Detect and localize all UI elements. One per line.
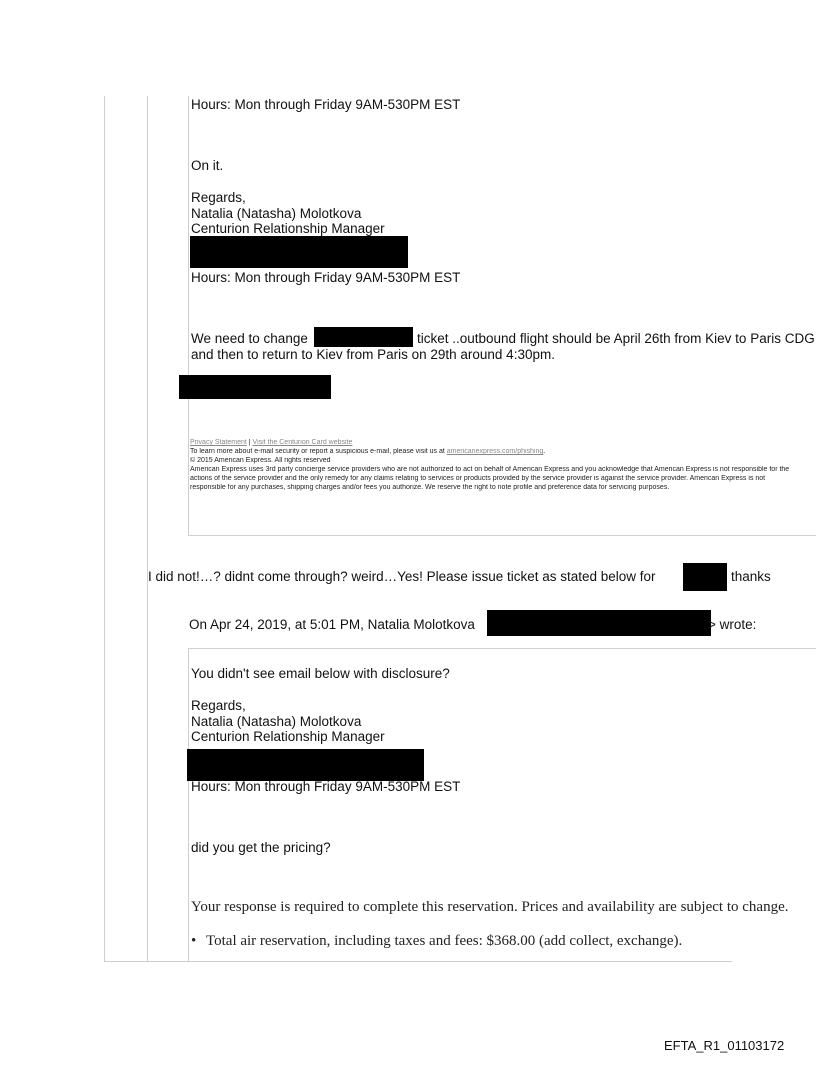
hours-line: Hours: Mon through Friday 9AM-530PM EST [191,779,461,794]
change-request-text [191,331,308,347]
signature-name: Natalia (Natasha) Molotkova [191,713,362,729]
total-reservation-text: Total air reservation, including taxes and fees: $368.00 (add collect, exchange). [206,933,683,949]
redaction-box [314,327,413,347]
signature-regards: Regards, [191,190,246,205]
disclaimer-line: responsible for any purchases, shipping charges and/or fees you authorize. We reserve the right to note profile and preference data for servicing purposes. [190,484,670,491]
quote-top-border-bottom [188,648,816,649]
privacy-statement-link[interactable]: Privacy Statement [190,439,247,446]
quote-border-outer [104,96,105,962]
signature-block [191,698,385,745]
quote-header-suffix: > wrote: [708,617,757,632]
pricing-question: did you get the pricing? [191,840,331,855]
response-required-text: Your response is required to complete this reservation. Prices and availability are subject to change. [191,899,789,915]
privacy-links [190,439,816,448]
redaction-box [187,749,424,781]
disclaimer-line: actions of the service provider and the only remedy for any claims relating to services or products provided by the service provider is against the service provider. American Express is not [190,475,766,482]
hours-line: Hours: Mon through Friday 9AM-530PM EST [191,270,461,285]
signature-name: Natalia (Natasha) Molotkova [191,205,362,221]
signature-block [191,190,385,237]
quote-border-middle [147,96,148,962]
redaction-box [683,563,727,591]
copyright-text: © 2015 American Express. All rights reserved [190,457,331,464]
security-end: . [543,448,546,455]
redaction-box [190,236,408,268]
change-request-part1: We need to change [191,331,308,346]
on-it-text: On it. [191,158,224,173]
page-identifier: EFTA_R1_01103172 [664,1038,785,1053]
quote-border-inner-top [188,96,189,536]
redaction-box [179,375,331,399]
quote-border-inner-bottom [188,648,189,962]
reply-text: I did not!…? didnt come through? weird…Yes! Please issue ticket as stated below for [148,569,656,584]
phishing-link[interactable]: americanexpress.com/phishing [446,448,544,455]
disclosure-question: You didn't see email below with disclosure? [191,666,450,681]
link-separator: | [246,439,253,446]
security-text: To learn more about e-mail security or report a suspicious e-mail, please visit us at [190,448,447,455]
signature-regards: Regards, [191,698,246,713]
hours-line: Hours: Mon through Friday 9AM-530PM EST [191,97,461,112]
disclaimer-line: American Express uses 3rd party concierge service providers who are not authorized to act on behalf of American Express and you acknowledge that American Express is not responsible for the [190,466,790,473]
change-request-part2: ticket ..outbound flight should be April 26th from Kiev to Paris CDG [417,331,815,346]
quote-bottom-border-top [188,535,816,536]
security-notice [190,448,816,457]
redaction-box [487,610,711,636]
change-request-line2: and then to return to Kiev from Paris on 29th around 4:30pm. [191,347,555,362]
quote-header-prefix: On Apr 24, 2019, at 5:01 PM, Natalia Molotkova [189,617,475,632]
quote-bottom-border [104,961,732,962]
bullet-icon: • [191,933,197,949]
reply-thanks: thanks [731,569,771,584]
centurion-website-link[interactable]: Visit the Centurion Card website [252,439,353,446]
signature-title: Centurion Relationship Manager [191,729,385,744]
signature-title: Centurion Relationship Manager [191,221,385,236]
